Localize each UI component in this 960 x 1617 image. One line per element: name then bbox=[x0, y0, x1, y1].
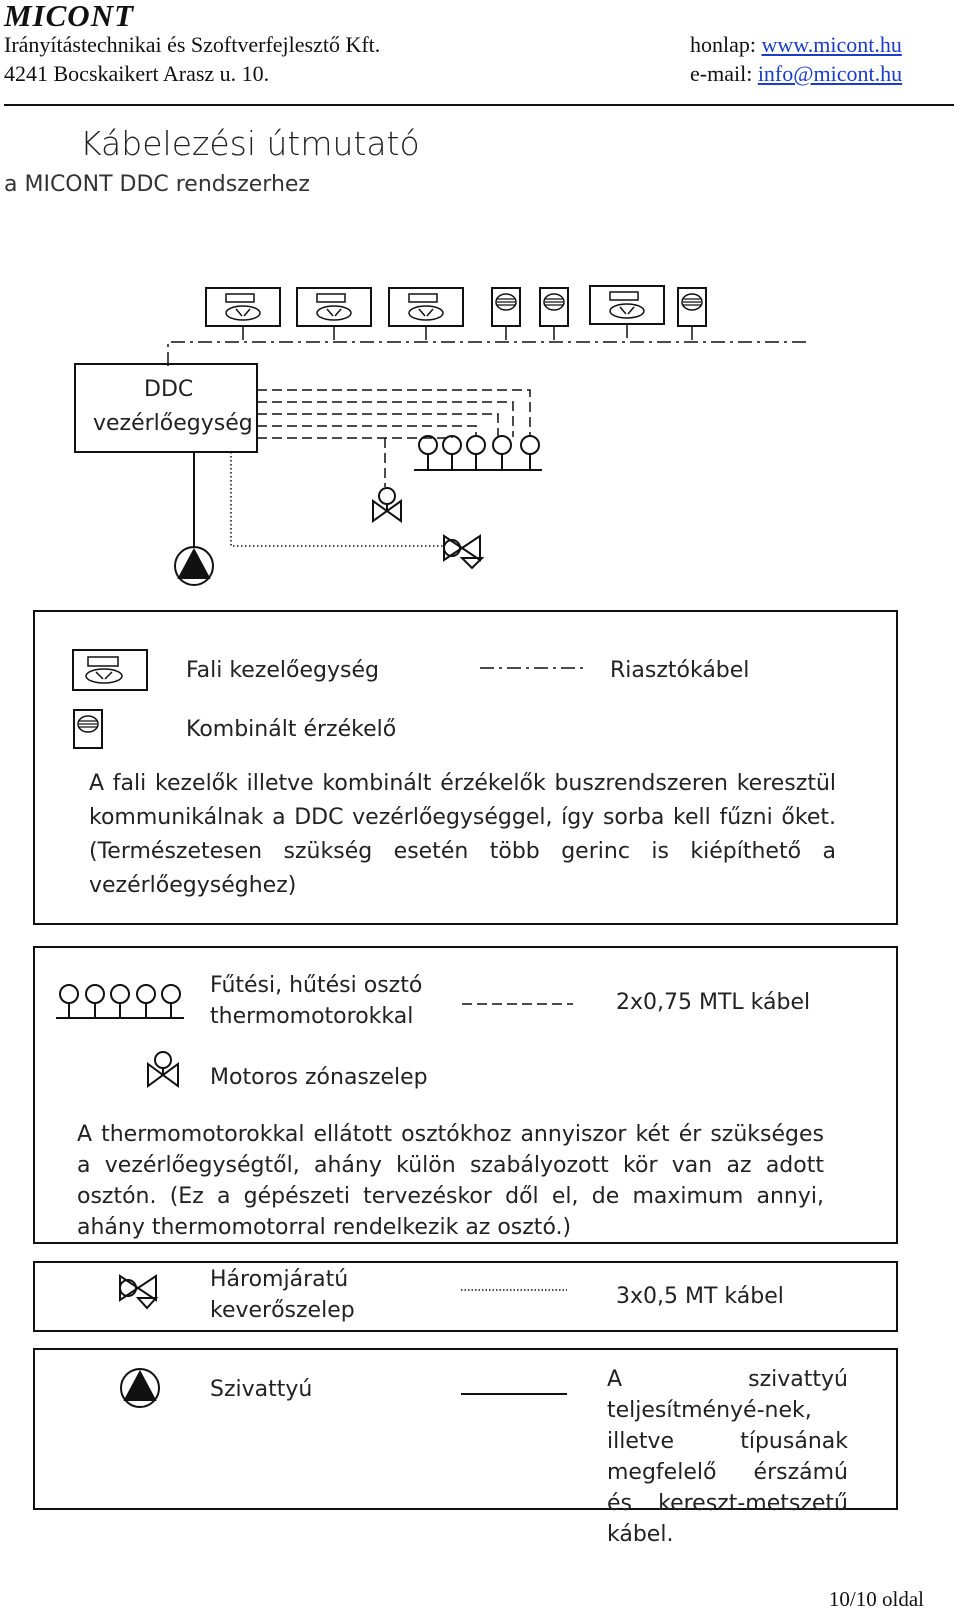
zone-valve-icon bbox=[373, 488, 401, 521]
combined-sensor-icon bbox=[678, 288, 706, 326]
mtl-cable-label: 2x0,75 MTL kábel bbox=[616, 990, 811, 1015]
alarm-cable-label: Riasztókábel bbox=[610, 658, 750, 683]
email-label: e-mail: bbox=[690, 61, 753, 86]
website-label: honlap: bbox=[690, 32, 756, 57]
email-link[interactable]: info@micont.hu bbox=[757, 61, 903, 86]
mt-cable-line bbox=[231, 452, 444, 546]
combined-sensor-icon bbox=[74, 710, 102, 748]
legend-bus-description: A fali kezelők illetve kombinált érzékelők buszrendszeren keresztül kommunikálnak a DDC vezérlőegységgel, így sorba kell fűzni őket. (Természetesen szükség esetén több gerinc is kiépíthető a vezérlőegységhez) bbox=[89, 771, 836, 898]
mt-cable-label: 3x0,5 MT kábel bbox=[616, 1284, 784, 1309]
manifold-icon bbox=[56, 985, 184, 1018]
company-logo: MICONT bbox=[4, 0, 135, 33]
combined-sensor-icon bbox=[540, 288, 568, 326]
ddc-label-2: vezérlőegység bbox=[93, 411, 253, 436]
combined-sensor-label: Kombinált érzékelő bbox=[186, 717, 397, 742]
mtl-cable-lines bbox=[257, 390, 530, 487]
manifold-label-1: Fűtési, hűtési osztó bbox=[210, 973, 423, 998]
page-title: Kábelezési útmutató bbox=[80, 124, 420, 163]
manifold-label-2: thermomotorokkal bbox=[210, 1004, 414, 1029]
ddc-label-1: DDC bbox=[144, 377, 194, 402]
zone-valve-icon bbox=[148, 1052, 178, 1086]
mixing-valve-icon bbox=[120, 1276, 156, 1308]
mixing-valve-icon bbox=[444, 536, 482, 568]
wall-unit-label: Fali kezelőegység bbox=[186, 658, 379, 683]
alarm-cable-line bbox=[168, 324, 806, 366]
wall-unit-icon bbox=[73, 650, 147, 690]
mixing-valve-label-1: Háromjáratú bbox=[210, 1267, 349, 1292]
pump-icon bbox=[121, 1369, 159, 1407]
manifold-icon bbox=[414, 436, 542, 470]
company-address: 4241 Bocskaikert Arasz u. 10. bbox=[4, 61, 270, 86]
legend-manifold-icons bbox=[0, 970, 960, 1100]
page-subtitle: a MICONT DDC rendszerhez bbox=[4, 172, 310, 197]
wiring-diagram bbox=[0, 0, 960, 600]
website-link[interactable]: www.micont.hu bbox=[761, 32, 902, 57]
page-number: 10/10 oldal bbox=[828, 1587, 924, 1611]
legend-manifold-description: A thermomotorokkal ellátott osztókhoz annyiszor két ér szükséges a vezérlőegységtől, ahány külön szabályozott kör van az adott osztón. (Ez a gépészeti tervezéskor dől el, de maximum annyi, ahány thermomotorral rendelkezik az osztó.) bbox=[77, 1122, 824, 1240]
pump-icon bbox=[175, 547, 213, 585]
wall-unit-icon bbox=[206, 288, 280, 326]
pump-label: Szivattyú bbox=[210, 1377, 313, 1402]
legend-mixing-icons bbox=[0, 1266, 960, 1326]
zone-valve-label: Motoros zónaszelep bbox=[210, 1065, 428, 1090]
wall-unit-icon bbox=[389, 288, 463, 326]
wall-unit-icon bbox=[590, 286, 664, 324]
pump-cable-description: A szivattyú teljesítményé-nek, illetve típusának megfelelő érszámú és kereszt-metszetű kábel. bbox=[607, 1367, 848, 1547]
combined-sensor-icon bbox=[492, 288, 520, 326]
company-name: Irányítástechnikai és Szoftverfejlesztő Kft. bbox=[4, 32, 381, 57]
mixing-valve-label-2: keverőszelep bbox=[210, 1298, 355, 1323]
wall-unit-icon bbox=[297, 288, 371, 326]
